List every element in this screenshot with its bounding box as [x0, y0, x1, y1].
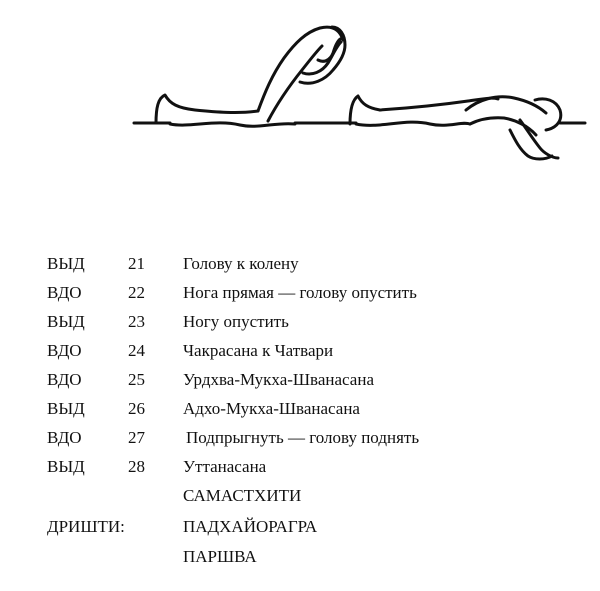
step-action: Подпрыгнуть — голову поднять — [186, 428, 420, 447]
breath-label: ВДО — [47, 341, 82, 360]
breath-label: ВЫД — [47, 254, 85, 273]
step-action: Урдхва-Мукха-Шванасана — [183, 370, 374, 389]
step-number: 26 — [128, 399, 145, 418]
dristi-value: ПАРШВА — [183, 547, 257, 566]
dristi-label: ДРИШТИ: — [47, 517, 125, 536]
step-action: Уттанасана — [183, 457, 267, 476]
step-number: 23 — [128, 312, 145, 331]
step-number: 24 — [128, 341, 145, 360]
dristi-value: ПАДХАЙОРАГРА — [183, 517, 318, 536]
step-action: Адхо-Мукха-Шванасана — [183, 399, 360, 418]
step-number: 22 — [128, 283, 145, 302]
step-action: Чакрасана к Чатвари — [183, 341, 334, 360]
step-action: Ногу опустить — [183, 312, 289, 331]
step-number: 21 — [128, 254, 145, 273]
final-pose: САМАСТХИТИ — [183, 486, 302, 505]
breath-label: ВЫД — [47, 312, 85, 331]
breath-label: ВЫД — [47, 457, 85, 476]
raised-leg — [258, 27, 343, 111]
pose-illustration — [0, 0, 600, 200]
step-action: Голову к колену — [183, 254, 299, 273]
arms — [303, 38, 343, 74]
breath-label: ВДО — [47, 428, 82, 447]
step-number: 27 — [128, 428, 145, 447]
breath-label: ВЫД — [47, 399, 85, 418]
step-number: 28 — [128, 457, 145, 476]
step-number: 25 — [128, 370, 145, 389]
torso-left — [156, 95, 258, 123]
step-action: Нога прямая — голову опустить — [183, 283, 417, 302]
head-middle — [350, 96, 380, 124]
breath-label: ВДО — [47, 370, 82, 389]
head-right — [535, 99, 561, 130]
breath-label: ВДО — [47, 283, 82, 302]
